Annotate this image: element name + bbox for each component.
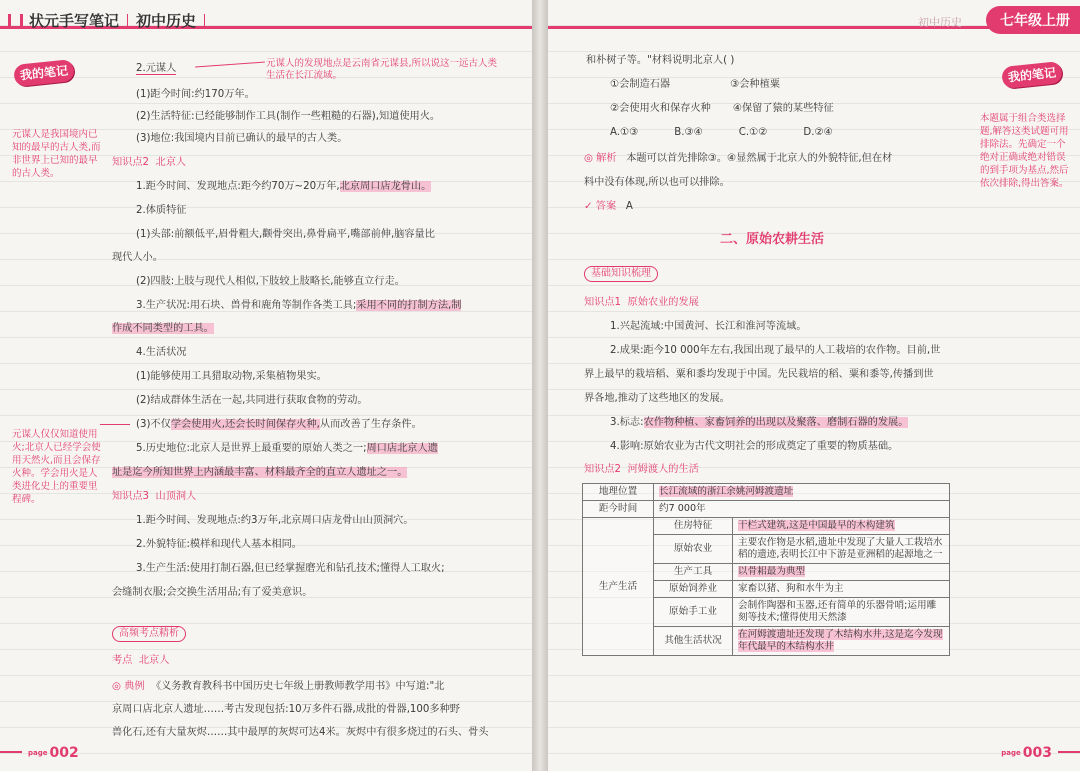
my-notes-badge: 我的笔记 — [13, 59, 75, 87]
left-page-number: page 002 — [28, 745, 79, 761]
r-kp1-line-2: 2.成果:距今10 000年左右,我国出现了最早的人工栽培的农作物。目前,世 — [610, 345, 941, 356]
example-icon: ◎ — [112, 681, 121, 692]
kp2-line-3: (1)头部:前额低平,眉骨粗大,颧骨突出,鼻骨扁平,嘴部前伸,脑容量比 — [136, 229, 435, 240]
kp3-line-4: 会缝制衣服;会交换生活用品;有了爱美意识。 — [112, 587, 313, 598]
callout-connector — [195, 62, 265, 68]
sec2-item-2: (2)生活特征:已经能够制作工具(制作一些粗糙的石器),知道使用火。 — [136, 111, 441, 122]
kp3-heading: 知识点3 山顶洞人 — [112, 491, 197, 502]
book-title: 状元手写笔记 — [29, 12, 120, 30]
example-line-2: 京周口店北京人遗址……考古发现包括:10万多件石器,成批的骨器,100多种野 — [112, 704, 460, 715]
kp3-line-3: 3.生产生活:使用打制石器,但已经掌握磨光和钻孔技术;懂得人工取火; — [136, 563, 445, 574]
table-cell: 在河姆渡遗址还发现了木结构水井,这是迄今发现年代最早的木结构水井 — [733, 627, 950, 656]
faded-subject: 初中历史 — [918, 16, 962, 29]
r-kp2-heading: 知识点2 河姆渡人的生活 — [584, 464, 699, 475]
sec2-item-1: (1)距今时间:约170万年。 — [136, 89, 255, 100]
header-bars-icon — [8, 14, 23, 27]
book-gutter — [532, 0, 548, 771]
margin-note-strategy: 本题属于组合类选择题,解答这类试题可用排除法。先确定一个绝对正确或绝对错误的到手项为基点,然后依次排除,得出答案。 — [980, 113, 1069, 189]
kp3-line-2: 2.外貌特征:模样和现代人基本相同。 — [136, 539, 302, 550]
answer-line: ✓ 答案 A — [584, 201, 633, 212]
high-freq-title: 高频考点精析 — [112, 626, 186, 642]
note-connector — [100, 424, 130, 425]
left-page — [0, 0, 532, 771]
table-cell: 以骨耜最为典型 — [733, 564, 950, 581]
kp2-line-10: 5.历史地位:北京人是世界上最重要的原始人类之一;周口店北京人遗 — [136, 443, 438, 454]
kp2-line-3b: 现代人小。 — [112, 252, 163, 263]
example-line-3: 兽化石,还有大量灰烬……其中最厚的灰烬可达4米。灰烬中有很多烧过的石头、骨头 — [112, 727, 489, 738]
left-header — [8, 10, 213, 31]
table-cell: 原始农业 — [654, 535, 733, 564]
check-icon: ✓ — [584, 201, 593, 212]
table-row — [583, 518, 950, 535]
right-page — [548, 0, 1080, 771]
kp2-line-1: 1.距今时间、发现地点:距今约70万~20万年,北京周口店龙骨山。 — [136, 181, 432, 192]
sec2-item-3: (3)地位:我国境内目前已确认的最早的古人类。 — [136, 133, 348, 144]
sec2-title: 2.元谋人 — [136, 63, 177, 74]
analysis-line-2: 料中没有体现,所以也可以排除。 — [584, 177, 730, 188]
kp2-line-6: 4.生活状况 — [136, 347, 187, 358]
table-cell: 距今时间 — [583, 501, 654, 518]
table-row — [583, 501, 950, 518]
r-kp1-line-5: 3.标志:农作物种植、家畜饲养的出现以及聚落、磨制石器的发展。 — [610, 417, 909, 428]
example-line-1: ◎ 典例 《义务教育教科书中国历史七年级上册教师教学用书》中写道:"北 — [112, 681, 445, 692]
basics-title: 基础知识梳理 — [584, 266, 658, 282]
choices-row: A.①③ B.③④ C.①② D.②④ — [610, 127, 833, 138]
kp2-line-8: (2)结成群体生活在一起,共同进行获取食物的劳动。 — [136, 395, 368, 406]
margin-note-fire: 元谋人仅仅知道使用火;北京人已经学会使用天然火,而且会保存火种。学会用火是人类进化史上的重要里程碑。 — [12, 429, 101, 505]
right-page-number: page 003 — [1001, 745, 1052, 761]
table-cell: 原始手工业 — [654, 598, 733, 627]
table-cell: 家畜以猪、狗和水牛为主 — [733, 581, 950, 598]
kp2-line-9: (3)不仅学会使用火,还会长时间保存火种,从而改善了生存条件。 — [136, 419, 422, 430]
analysis-icon: ◎ — [584, 153, 593, 164]
my-notes-badge-right: 我的笔记 — [1001, 61, 1063, 89]
options-row-2: ②会使用火和保存火种 ④保留了猿的某些特征 — [610, 103, 834, 114]
kp2-line-4: (2)四肢:上肢与现代人相似,下肢较上肢略长,能够直立行走。 — [136, 276, 405, 287]
table-cell: 长江流域的浙江余姚河姆渡遗址 — [654, 484, 950, 501]
r-kp1-line-6: 4.影响:原始农业为古代文明社会的形成奠定了重要的物质基础。 — [610, 441, 899, 452]
table-cell: 会制作陶器和玉器,还有简单的乐器骨哨;运用雕刻等技术;懂得使用天然漆 — [733, 598, 950, 627]
table-cell: 其他生活状况 — [654, 627, 733, 656]
subject-title: 初中历史 — [136, 12, 197, 30]
kp2-line-7: (1)能够使用工具猎取动物,采集植物果实。 — [136, 371, 327, 382]
question-line: 和朴树子等。"材料说明北京人( ) — [586, 55, 735, 66]
r-kp1-line-1: 1.兴起流域:中国黄河、长江和淮河等流域。 — [610, 321, 807, 332]
focus-heading: 考点 北京人 — [112, 655, 170, 666]
r-kp1-heading: 知识点1 原始农业的发展 — [584, 297, 699, 308]
table-cell: 地理位置 — [583, 484, 654, 501]
kp2-line-2: 2.体质特征 — [136, 205, 187, 216]
kp2-heading: 知识点2 北京人 — [112, 157, 187, 168]
kp2-line-11: 址是迄今所知世界上内涵最丰富、材料最齐全的直立人遗址之一。 — [112, 467, 408, 478]
options-row-1: ①会制造石器 ③会种植粟 — [610, 79, 780, 90]
margin-note-yuanmou: 元谋人是我国境内已知的最早的古人类,而非世界上已知的最早的古人类。 — [12, 129, 101, 179]
section-title: 二、原始农耕生活 — [720, 232, 825, 247]
kp3-line-1: 1.距今时间、发现地点:约3万年,北京周口店龙骨山山顶洞穴。 — [136, 515, 414, 526]
table-cell: 干栏式建筑,这是中国最早的木构建筑 — [733, 518, 950, 535]
table-cell: 原始饲养业 — [654, 581, 733, 598]
hemudu-table — [582, 483, 950, 656]
analysis-line-1: ◎ 解析 本题可以首先排除③。④显然属于北京人的外貌特征,但在材 — [584, 153, 893, 164]
r-kp1-line-4: 界各地,推动了这些地区的发展。 — [584, 393, 730, 404]
table-cell: 生产生活 — [583, 518, 654, 656]
table-cell: 生产工具 — [654, 564, 733, 581]
table-cell: 主要农作物是水稻,遗址中发现了大量人工栽培水稻的遗迹,表明长江中下游是亚洲稻的起源地之一 — [733, 535, 950, 564]
kp2-line-5c: 作成不同类型的工具。 — [112, 323, 214, 334]
table-row — [583, 484, 950, 501]
r-kp1-line-3: 界上最早的栽培稻、粟和黍均发现于中国。先民栽培的稻、粟和黍等,传播到世 — [584, 369, 934, 380]
table-cell: 约7 000年 — [654, 501, 950, 518]
table-cell: 住房特征 — [654, 518, 733, 535]
callout-note: 元谋人的发现地点是云南省元谋县,所以说这一远古人类生活在长江流域。 — [266, 58, 498, 81]
grade-badge: 七年级上册 — [986, 6, 1080, 34]
kp2-line-5: 3.生产状况:用石块、兽骨和鹿角等制作各类工具;采用不同的打制方法,制 — [136, 300, 462, 311]
